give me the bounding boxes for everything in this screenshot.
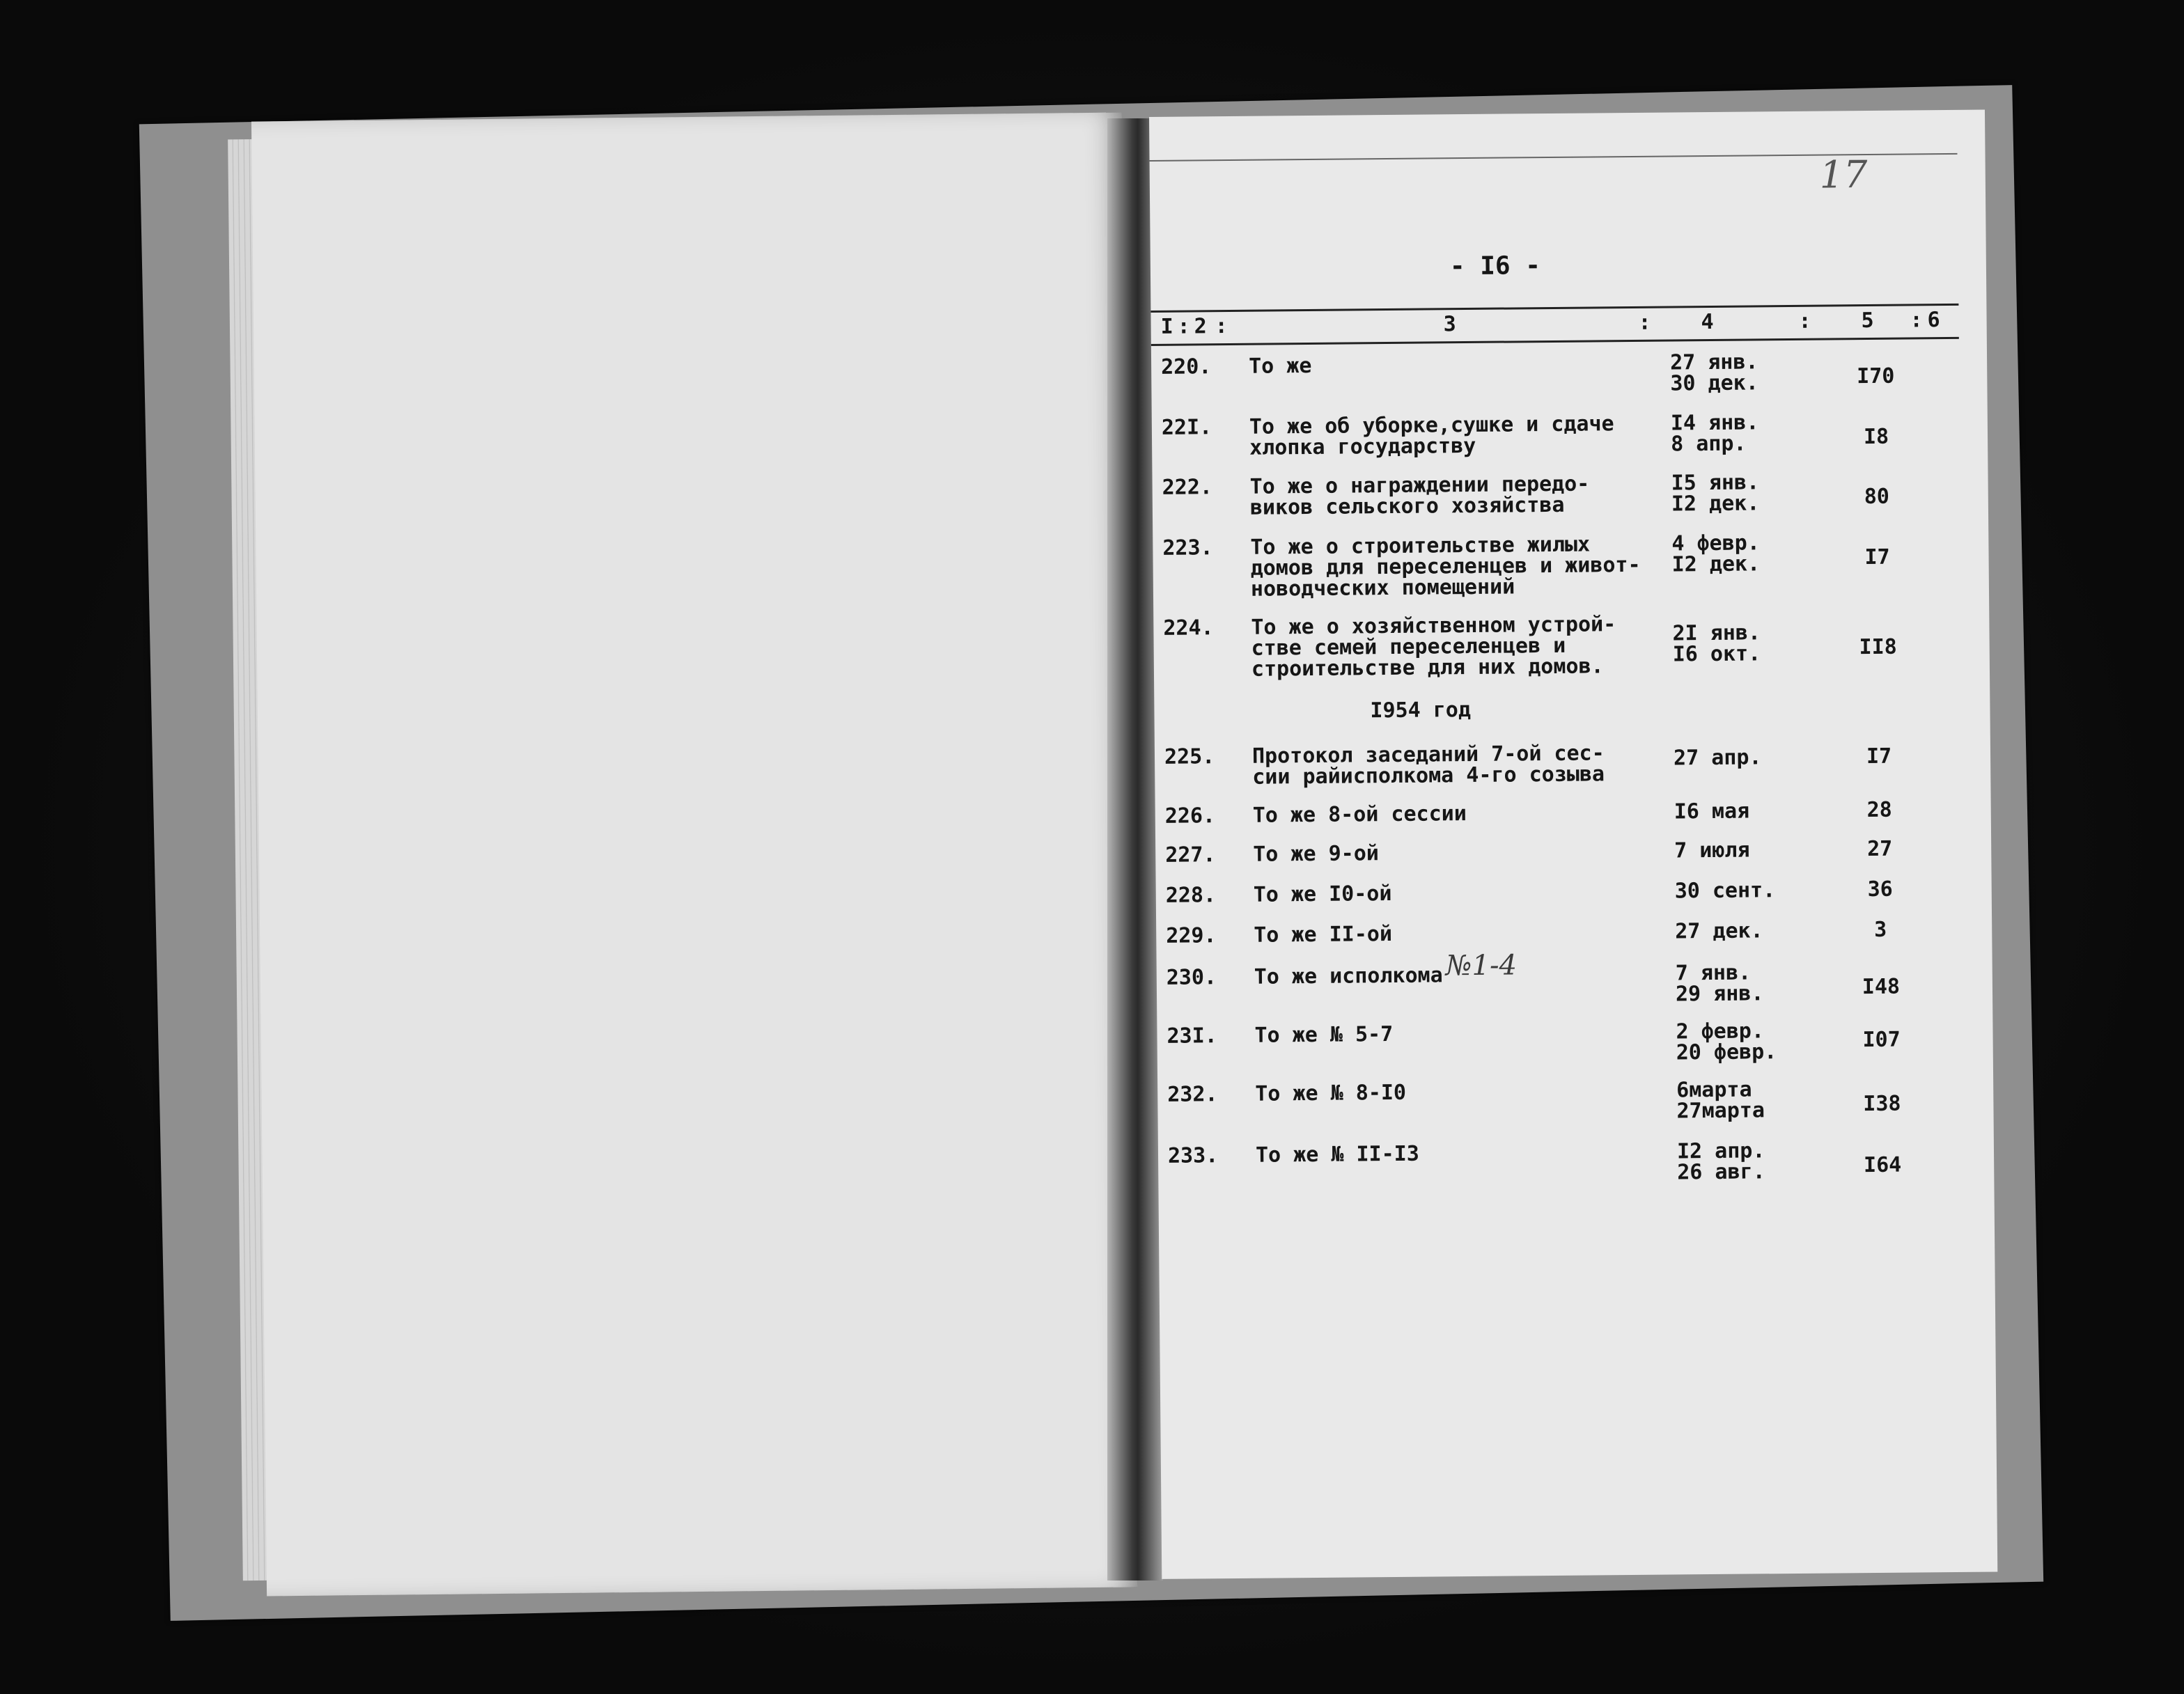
row-description: То же	[1248, 353, 1312, 379]
handwritten-note: №1-4	[1445, 949, 1518, 982]
col-1: I	[1160, 314, 1173, 339]
table-row	[1157, 1019, 1965, 1065]
table-row	[1152, 410, 1960, 460]
row-number: 233.	[1167, 1143, 1219, 1168]
col-5: 5	[1861, 308, 1874, 334]
left-page-blank	[251, 113, 1137, 1597]
row-number: 228.	[1165, 883, 1217, 908]
table-row	[1153, 611, 1961, 682]
row-dates: I4 янв. 8 апр.	[1670, 410, 1759, 457]
col-2: 2	[1194, 314, 1207, 339]
row-number: 224.	[1163, 615, 1214, 641]
row-dates: 7 янв. 29 янв.	[1675, 960, 1764, 1007]
row-sheet-count: II8	[1859, 634, 1897, 660]
row-description: То же исполкома	[1254, 963, 1443, 989]
table-row	[1157, 1077, 1965, 1124]
col-4: 4	[1701, 309, 1714, 335]
row-number: 230.	[1166, 965, 1217, 990]
row-description: То же 9-ой	[1253, 841, 1380, 867]
row-number: 220.	[1160, 354, 1212, 379]
column-headers	[1150, 306, 1958, 346]
row-dates: 2I янв. I6 окт.	[1672, 620, 1761, 667]
row-sheet-count: I48	[1862, 974, 1901, 1000]
year-heading: I954 год	[1370, 698, 1472, 723]
row-description: То же о хозяйственном устрой- стве семей переселенцев и строительстве для них домов.	[1251, 612, 1616, 682]
row-sheet-count: I7	[1864, 544, 1890, 570]
row-dates: 30 сент.	[1674, 878, 1776, 904]
row-number: 229.	[1166, 923, 1217, 948]
row-dates: I2 апр. 26 авг.	[1676, 1138, 1765, 1185]
table-row	[1151, 350, 1959, 396]
table-row	[1156, 917, 1964, 948]
row-number: 23I.	[1167, 1024, 1217, 1049]
row-description: То же № 5-7	[1254, 1021, 1394, 1048]
table-row	[1156, 877, 1964, 908]
row-number: 227.	[1165, 842, 1216, 868]
row-sheet-count: I07	[1862, 1027, 1901, 1053]
row-description: То же о строительстве жилых домов для переселенцев и живот- новодческих помещений	[1250, 532, 1641, 602]
row-number: 225.	[1164, 744, 1215, 769]
row-description: Протокол заседаний 7-ой сес- сии райисполкома 4-го созыва	[1251, 741, 1605, 790]
right-page	[1149, 110, 1997, 1579]
row-sheet-count: 80	[1864, 484, 1890, 510]
table-row	[1155, 836, 1963, 868]
table-row	[1158, 1138, 1966, 1185]
row-number: 223.	[1162, 535, 1213, 560]
row-dates: 4 февр. I2 дек.	[1671, 531, 1761, 577]
row-number: 232.	[1167, 1082, 1218, 1107]
col-sep: :	[1177, 314, 1190, 339]
row-sheet-count: I64	[1863, 1152, 1902, 1178]
row-description: То же № II-I3	[1255, 1141, 1419, 1168]
row-dates: I5 янв. I2 дек.	[1671, 470, 1760, 517]
col-6: 6	[1927, 308, 1940, 333]
row-sheet-count: I70	[1857, 363, 1895, 389]
row-description: То же № 8-I0	[1255, 1080, 1407, 1106]
col-sep: :	[1215, 314, 1228, 339]
row-sheet-count: 27	[1867, 836, 1893, 862]
row-description: То же II-ой	[1254, 922, 1393, 948]
row-description: То же о награждении передо- виков сельского хозяйства	[1249, 471, 1590, 520]
table-row	[1153, 531, 1960, 602]
row-description: То же I0-ой	[1253, 881, 1392, 907]
table-row	[1155, 797, 1963, 829]
row-number: 222.	[1162, 475, 1213, 500]
table-row	[1155, 740, 1963, 790]
row-dates: 27 апр.	[1673, 745, 1762, 771]
row-dates: 27 дек.	[1675, 918, 1763, 944]
row-sheet-count: I7	[1866, 744, 1892, 769]
row-dates: 6марта 27марта	[1676, 1077, 1765, 1124]
row-dates: 27 янв. 30 дек.	[1669, 350, 1758, 396]
col-sep: :	[1798, 308, 1811, 334]
row-description: То же 8-ой сессии	[1252, 801, 1467, 828]
row-sheet-count: 28	[1866, 797, 1892, 823]
row-sheet-count: I8	[1863, 424, 1889, 450]
col-sep: :	[1910, 308, 1923, 333]
sheet-number: 17	[1819, 152, 1868, 197]
row-dates: I6 мая	[1674, 799, 1750, 824]
row-sheet-count: 3	[1874, 917, 1887, 942]
row-dates: 2 февр. 20 февр.	[1676, 1019, 1777, 1065]
page-number: - I6 -	[1449, 251, 1541, 281]
row-sheet-count: I38	[1863, 1091, 1901, 1117]
col-sep: :	[1638, 310, 1651, 335]
row-number: 226.	[1164, 803, 1216, 829]
row-number: 22I.	[1161, 415, 1212, 440]
table-row	[1153, 470, 1960, 520]
row-sheet-count: 36	[1867, 877, 1893, 902]
row-description: То же об уборке,сушке и сдаче хлопка государству	[1249, 411, 1614, 460]
col-3: 3	[1443, 312, 1456, 337]
table-row	[1157, 949, 1965, 1007]
row-dates: 7 июля	[1674, 838, 1750, 863]
